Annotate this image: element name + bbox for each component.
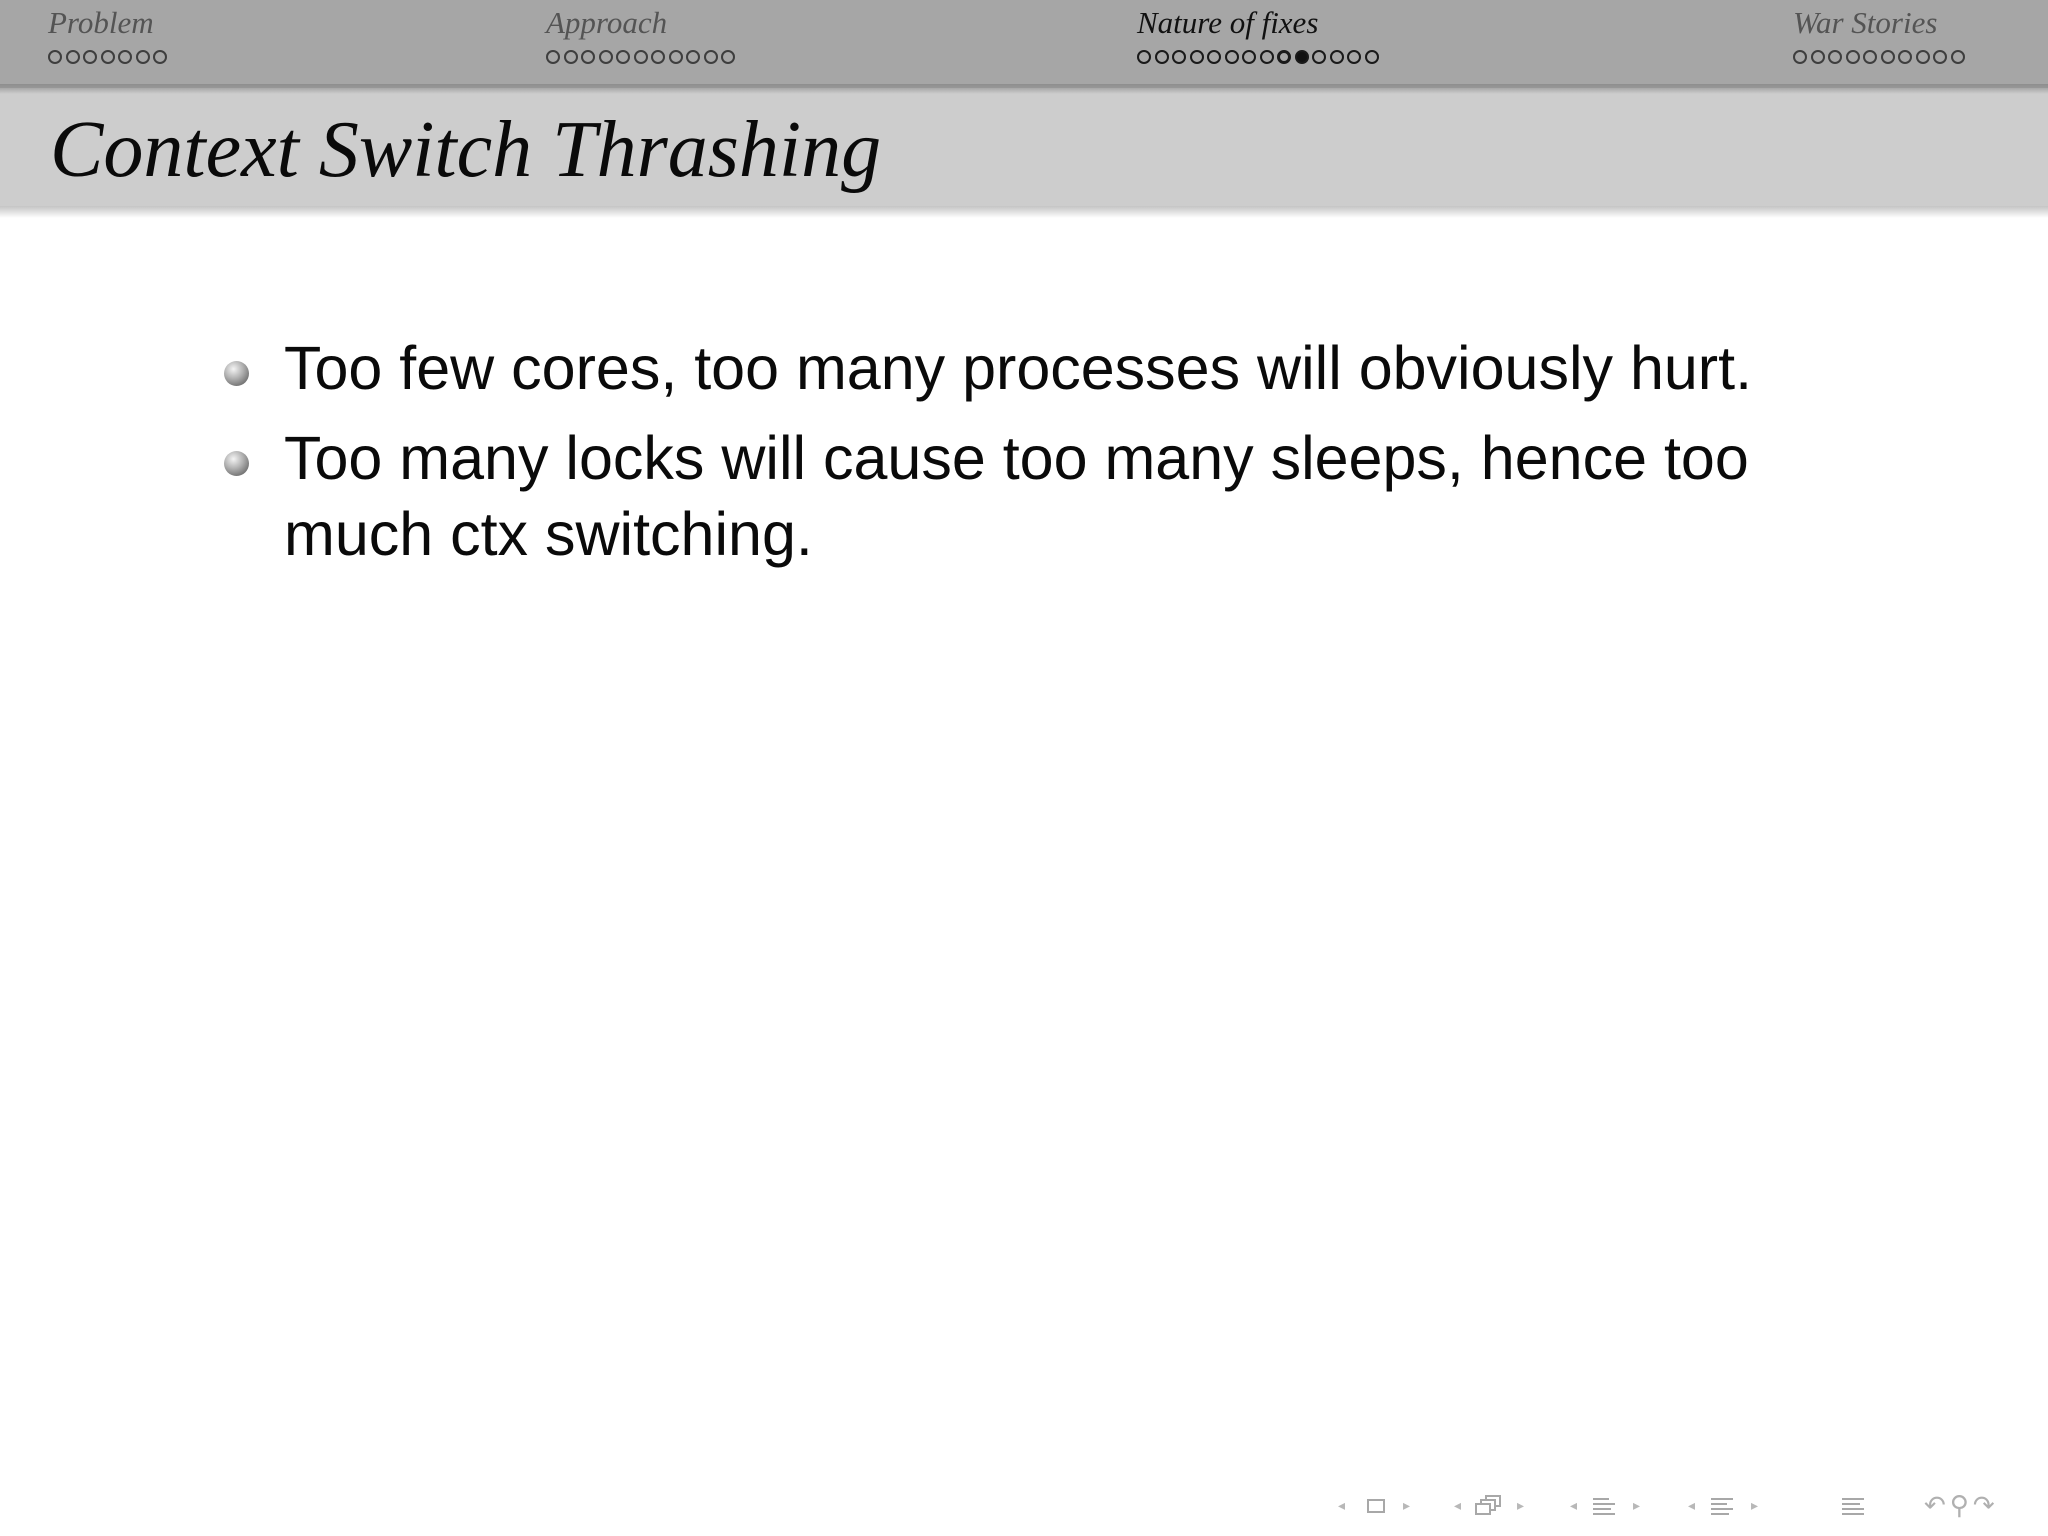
appendix-icon[interactable] [1842,1498,1864,1515]
section-navigation-bar [0,0,2048,88]
nav-frame-dot[interactable] [1347,50,1361,64]
nav-frame-dot[interactable] [651,50,665,64]
nav-frame-dot[interactable] [669,50,683,64]
nav-frame-dot[interactable] [118,50,132,64]
nav-frame-dot[interactable] [564,50,578,64]
prev-section-arrow-icon[interactable]: ◂ [1688,1498,1696,1514]
next-slide-arrow-icon[interactable]: ▸ [1403,1498,1411,1514]
nav-frame-dot[interactable] [1898,50,1912,64]
subsection-icon[interactable] [1593,1498,1615,1515]
bullet-list [220,330,1820,586]
nav-section-label[interactable]: Nature of fixes [1137,5,1319,40]
beamer-navigation-symbols [1330,1490,2040,1522]
nav-frame-dot[interactable] [1260,50,1274,64]
slide-icon[interactable] [1367,1499,1385,1513]
nav-section-group [1688,1490,1758,1522]
nav-dots-problem [48,50,167,64]
nav-frame-dot[interactable] [1881,50,1895,64]
nav-frame-dot[interactable] [1793,50,1807,64]
nav-frame-dot[interactable] [1846,50,1860,64]
nav-frame-dot[interactable] [1242,50,1256,64]
bullet-item [220,330,1820,406]
bullet-item [220,420,1820,572]
nav-frame-dot[interactable] [1225,50,1239,64]
nav-frame-dot[interactable] [136,50,150,64]
back-icon[interactable]: ↶ [1924,1491,1946,1521]
nav-slide-group [1338,1490,1410,1522]
nav-frame-dot[interactable] [153,50,167,64]
search-icon[interactable]: ⚲ [1949,1491,1969,1521]
nav-frame-dot[interactable] [599,50,613,64]
nav-dots-approach [546,50,735,64]
prev-slide-arrow-icon[interactable]: ◂ [1338,1498,1346,1514]
nav-frame-dot[interactable] [1155,50,1169,64]
nav-frame-dot[interactable] [1295,50,1309,64]
next-subsection-arrow-icon[interactable]: ▸ [1633,1498,1641,1514]
nav-frame-dot[interactable] [704,50,718,64]
nav-frame-dot[interactable] [1365,50,1379,64]
nav-section-label[interactable]: Problem [48,5,154,40]
nav-frame-dot[interactable] [83,50,97,64]
nav-section-label[interactable]: Approach [546,5,668,40]
nav-frame-dot[interactable] [721,50,735,64]
nav-frame-dot[interactable] [1312,50,1326,64]
title-shadow [0,206,2048,218]
nav-frame-dot[interactable] [686,50,700,64]
nav-frame-dot[interactable] [1137,50,1151,64]
nav-frame-dot[interactable] [1951,50,1965,64]
nav-appendix-group [1842,1490,1864,1522]
bullet-text: Too many locks will cause too many sleeps, hence too much ctx switching. [284,424,1749,568]
prev-subsection-arrow-icon[interactable]: ◂ [1570,1498,1578,1514]
nav-frame-dot[interactable] [634,50,648,64]
bullet-ball-icon [224,361,249,386]
forward-icon[interactable]: ↷ [1972,1491,1995,1521]
nav-dots-nature-of-fixes [1137,50,1379,64]
nav-frame-dot[interactable] [1190,50,1204,64]
slide-title: Context Switch Thrashing [50,106,882,194]
nav-frame-dot[interactable] [1933,50,1947,64]
nav-shadow [0,84,2048,94]
section-icon[interactable] [1711,1498,1733,1515]
nav-frame-dot[interactable] [546,50,560,64]
next-frame-arrow-icon[interactable]: ▸ [1517,1498,1525,1514]
nav-search-group [1924,1490,1995,1522]
next-section-arrow-icon[interactable]: ▸ [1751,1498,1759,1514]
frame-icon[interactable] [1475,1495,1501,1517]
prev-frame-arrow-icon[interactable]: ◂ [1454,1498,1462,1514]
nav-frame-dot[interactable] [1330,50,1344,64]
nav-frame-dot[interactable] [1916,50,1930,64]
nav-frame-dot[interactable] [616,50,630,64]
bullet-text: Too few cores, too many processes will obviously hurt. [284,334,1753,402]
nav-section-label[interactable]: War Stories [1793,5,1938,40]
nav-frame-dot[interactable] [101,50,115,64]
nav-subsection-group [1570,1490,1640,1522]
bullet-ball-icon [224,451,249,476]
nav-frame-dot[interactable] [1277,50,1291,64]
nav-frame-dot[interactable] [1828,50,1842,64]
nav-frame-dot[interactable] [581,50,595,64]
nav-frame-dot[interactable] [1863,50,1877,64]
nav-frame-dot[interactable] [1172,50,1186,64]
nav-frame-dot[interactable] [1207,50,1221,64]
nav-dots-war-stories [1793,50,1965,64]
nav-frame-dot[interactable] [1811,50,1825,64]
nav-frame-dot[interactable] [66,50,80,64]
nav-frame-group [1454,1490,1524,1522]
nav-frame-dot[interactable] [48,50,62,64]
